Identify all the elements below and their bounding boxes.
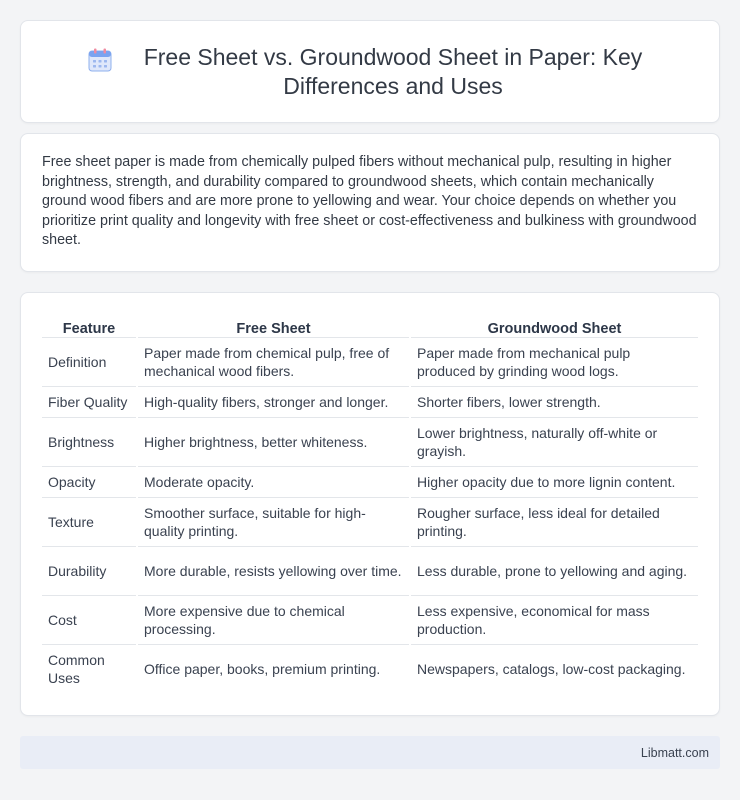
feature-cell: Brightness	[42, 417, 137, 466]
groundwood-cell: Less expensive, economical for mass production.	[410, 595, 698, 644]
comparison-table	[42, 313, 698, 693]
free-sheet-cell: Paper made from chemical pulp, free of mechanical wood fibers.	[137, 337, 410, 386]
free-sheet-cell: High-quality fibers, stronger and longer.	[137, 386, 410, 417]
intro-card	[20, 133, 720, 272]
groundwood-cell: Shorter fibers, lower strength.	[410, 386, 698, 417]
header-feature: Feature	[42, 313, 137, 337]
groundwood-cell: Less durable, prone to yellowing and aging.	[410, 546, 698, 595]
table-row	[42, 386, 698, 417]
feature-cell: Fiber Quality	[42, 386, 137, 417]
comparison-table-card	[20, 292, 720, 716]
feature-cell: Common Uses	[48, 651, 105, 686]
groundwood-cell: Newspapers, catalogs, low-cost packaging.	[410, 644, 698, 693]
calendar-icon	[87, 47, 113, 73]
free-sheet-cell: More expensive due to chemical processing.	[137, 595, 410, 644]
table-row	[42, 644, 698, 693]
table-row	[42, 595, 698, 644]
page-title: Free Sheet vs. Groundwood Sheet in Paper: Key Differences and Uses	[143, 43, 643, 99]
table-row	[42, 417, 698, 466]
header-card	[20, 20, 720, 123]
table-row	[42, 466, 698, 497]
footer-brand-link[interactable]: Libmatt.com	[640, 745, 709, 760]
table-row	[42, 497, 698, 546]
groundwood-cell: Rougher surface, less ideal for detailed printing.	[410, 497, 698, 546]
table-row	[42, 546, 698, 595]
free-sheet-cell: Smoother surface, suitable for high-quality printing.	[137, 497, 410, 546]
feature-cell: Definition	[42, 337, 137, 386]
free-sheet-cell: More durable, resists yellowing over time.	[137, 546, 410, 595]
groundwood-cell: Higher opacity due to more lignin content.	[410, 466, 698, 497]
free-sheet-cell: Higher brightness, better whiteness.	[137, 417, 410, 466]
groundwood-cell: Lower brightness, naturally off-white or grayish.	[410, 417, 698, 466]
table-header-row	[42, 313, 698, 337]
footer-bar	[20, 736, 720, 769]
free-sheet-cell: Moderate opacity.	[137, 466, 410, 497]
feature-cell: Opacity	[42, 466, 137, 497]
feature-cell: Texture	[42, 497, 137, 546]
feature-cell: Cost	[42, 595, 137, 644]
table-row	[42, 337, 698, 386]
feature-cell: Durability	[42, 546, 137, 595]
groundwood-cell: Paper made from mechanical pulp produced by grinding wood logs.	[410, 337, 698, 386]
free-sheet-cell: Office paper, books, premium printing.	[137, 644, 410, 693]
header-free-sheet: Free Sheet	[137, 313, 410, 337]
header-groundwood-sheet: Groundwood Sheet	[410, 313, 698, 337]
intro-paragraph: Free sheet paper is made from chemically pulped fibers without mechanical pulp, resulting in higher brightness, strength, and durability compared to groundwood sheets, which contain mechanically ground wood fibers and are more prone to yellowing and wear. Your choice depends on whether you prioritize print quality and longevity with free sheet or cost-effectiveness and bulkiness with groundwood sheet.	[42, 154, 697, 249]
